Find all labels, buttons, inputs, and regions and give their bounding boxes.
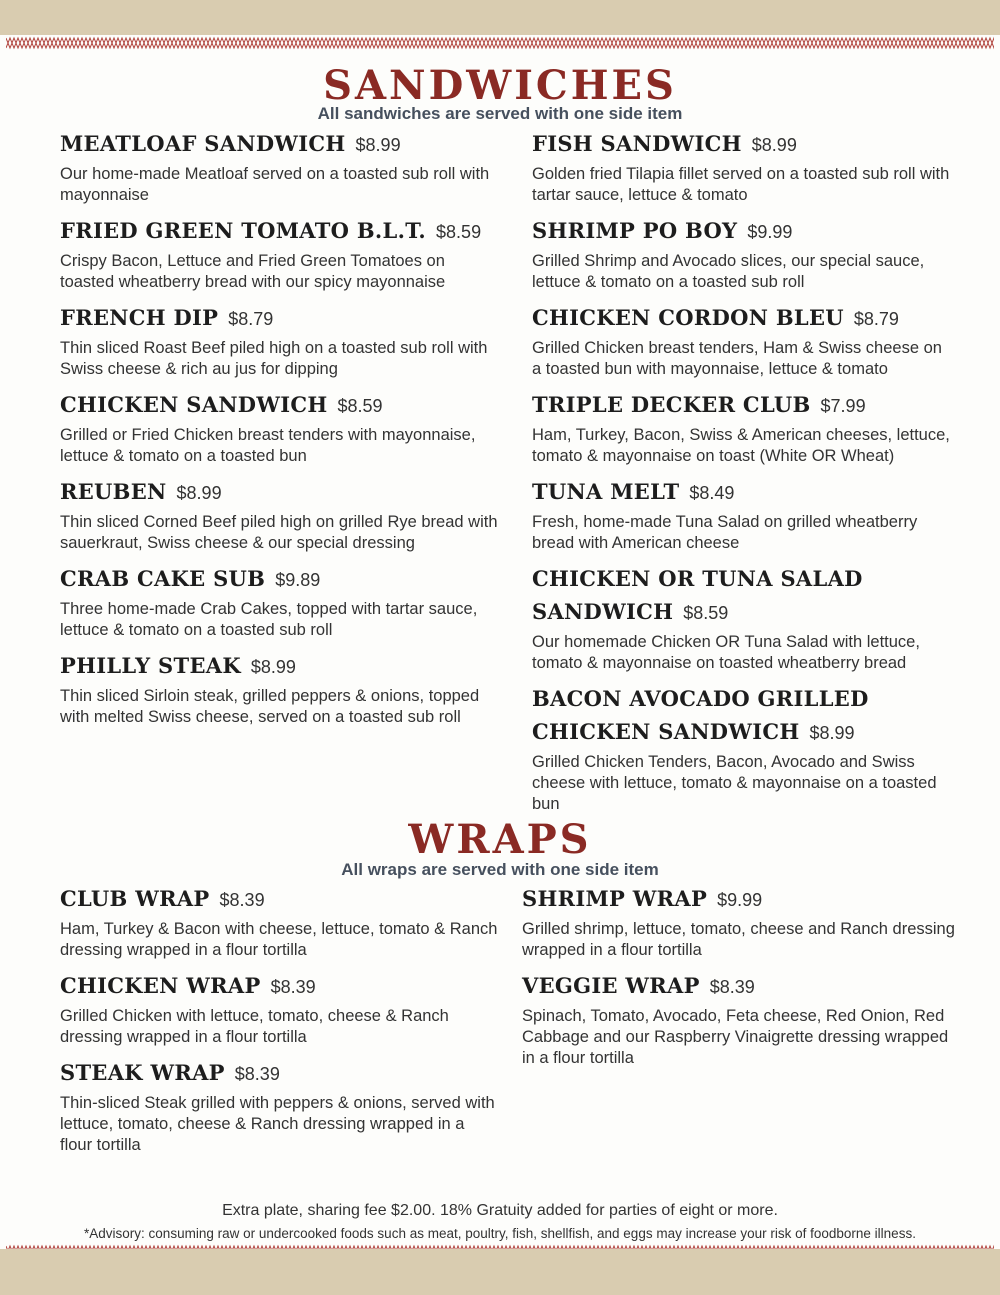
item-price: $8.59	[337, 396, 383, 416]
item-description: Grilled Chicken Tenders, Bacon, Avocado and Swiss cheese with lettuce, tomato & mayonnaise on a toasted bun	[532, 753, 937, 813]
item-name: REUBEN	[60, 479, 167, 504]
menu-item-shrimp-wrap	[522, 886, 962, 961]
item-name: CHICKEN CORDON BLEU	[532, 305, 844, 330]
menu-item-fish-sandwich	[532, 131, 952, 206]
footer-fees-note: Extra plate, sharing fee $2.00. 18% Gratuity added for parties of eight or more.	[222, 1202, 778, 1219]
menu-item-tuna-melt	[532, 479, 952, 554]
item-description: Grilled Chicken with lettuce, tomato, cheese & Ranch dressing wrapped in a flour tortilla	[60, 1007, 449, 1046]
item-description: Fresh, home-made Tuna Salad on grilled wheatberry bread with American cheese	[532, 513, 918, 552]
top-zigzag-border	[6, 36, 994, 50]
menu-item-crab-cake-sub	[60, 566, 500, 641]
item-price: $8.99	[250, 657, 296, 677]
item-description: Grilled or Fried Chicken breast tenders with mayonnaise, lettuce & tomato on a toasted bun	[60, 426, 476, 465]
item-description: Thin sliced Corned Beef piled high on grilled Rye bread with sauerkraut, Swiss cheese & our special dressing	[60, 513, 498, 552]
item-description: Grilled Shrimp and Avocado slices, our special sauce, lettuce & tomato on a toasted sub roll	[532, 252, 925, 291]
item-description: Thin sliced Sirloin steak, grilled peppers & onions, topped with melted Swiss cheese, served on a toasted sub roll	[60, 687, 480, 726]
item-price: $8.99	[751, 135, 797, 155]
item-name: FRIED GREEN TOMATO B.L.T.	[60, 218, 427, 243]
item-name: STEAK WRAP	[60, 1060, 225, 1085]
menu-item-chicken-sandwich	[60, 392, 500, 467]
item-price: $8.49	[689, 483, 735, 503]
bottom-border-band	[0, 1249, 1000, 1295]
menu-item-fried-green-tomato-blt	[60, 218, 500, 293]
item-description: Three home-made Crab Cakes, topped with tartar sauce, lettuce & tomato on a toasted sub roll	[60, 600, 478, 639]
menu-item-club-wrap	[60, 886, 500, 961]
item-price: $9.99	[747, 222, 793, 242]
menu-item-bacon-avocado-grilled-chicken-sandwich	[532, 686, 952, 815]
sandwiches-right-column	[532, 131, 952, 827]
item-name: PHILLY STEAK	[60, 653, 241, 678]
item-name: CHICKEN WRAP	[60, 973, 261, 998]
item-description: Thin-sliced Steak grilled with peppers & onions, served with lettuce, tomato, cheese & Ranch dressing wrapped in a flour tortilla	[60, 1094, 495, 1154]
item-description: Our home-made Meatloaf served on a toasted sub roll with mayonnaise	[60, 165, 490, 204]
item-name: VEGGIE WRAP	[522, 973, 700, 998]
menu-item-shrimp-po-boy	[532, 218, 952, 293]
wraps-title: WRAPS	[408, 816, 592, 863]
menu-item-reuben	[60, 479, 500, 554]
sandwiches-title: SANDWICHES	[323, 62, 677, 109]
sandwiches-subtitle: All sandwiches are served with one side item	[317, 104, 683, 123]
menu-item-meatloaf-sandwich	[60, 131, 500, 206]
item-name: MEATLOAF SANDWICH	[60, 131, 346, 156]
wraps-right-column	[522, 886, 962, 1081]
item-description: Crispy Bacon, Lettuce and Fried Green Tomatoes on toasted wheatberry bread with our spicy mayonnaise	[60, 252, 446, 291]
menu-item-chicken-cordon-bleu	[532, 305, 952, 380]
item-name: CLUB WRAP	[60, 886, 210, 911]
menu-item-french-dip	[60, 305, 500, 380]
item-price: $8.39	[234, 1064, 280, 1084]
menu-item-philly-steak	[60, 653, 500, 728]
item-name: CRAB CAKE SUB	[60, 566, 266, 591]
item-price: $8.39	[270, 977, 316, 997]
item-name: SHRIMP WRAP	[522, 886, 708, 911]
item-price: $9.89	[275, 570, 321, 590]
item-price: $8.59	[683, 603, 729, 623]
item-price: $9.99	[717, 890, 763, 910]
item-name: SHRIMP PO BOY	[532, 218, 738, 243]
item-name: BACON AVOCADO GRILLED CHICKEN SANDWICH	[532, 686, 869, 744]
item-price: $8.39	[709, 977, 755, 997]
footer-advisory-note: *Advisory: consuming raw or undercooked foods such as meat, poultry, fish, shellfish, and eggs may increase your risk of foodborne illness.	[84, 1226, 916, 1241]
item-name: CHICKEN OR TUNA SALAD SANDWICH	[532, 566, 863, 624]
item-price: $8.79	[228, 309, 274, 329]
menu-item-chicken-or-tuna-salad-sandwich	[532, 566, 952, 674]
item-name: FRENCH DIP	[60, 305, 219, 330]
item-description: Ham, Turkey, Bacon, Swiss & American cheeses, lettuce, tomato & mayonnaise on toast (White OR Wheat)	[532, 426, 950, 465]
item-name: TRIPLE DECKER CLUB	[532, 392, 811, 417]
item-price: $8.59	[436, 222, 482, 242]
item-description: Ham, Turkey & Bacon with cheese, lettuce, tomato & Ranch dressing wrapped in a flour tortilla	[60, 920, 498, 959]
item-name: FISH SANDWICH	[532, 131, 742, 156]
item-price: $8.99	[176, 483, 222, 503]
menu-item-triple-decker-club	[532, 392, 952, 467]
item-description: Grilled Chicken breast tenders, Ham & Swiss cheese on a toasted bun with mayonnaise, lettuce & tomato	[532, 339, 942, 378]
item-description: Thin sliced Roast Beef piled high on a toasted sub roll with Swiss cheese & rich au jus for dipping	[60, 339, 488, 378]
menu-item-veggie-wrap	[522, 973, 962, 1069]
item-name: CHICKEN SANDWICH	[60, 392, 328, 417]
item-description: Golden fried Tilapia fillet served on a toasted sub roll with tartar sauce, lettuce & tomato	[532, 165, 950, 204]
wraps-subtitle: All wraps are served with one side item	[341, 860, 659, 879]
sandwiches-left-column	[60, 131, 500, 740]
item-price: $8.79	[853, 309, 899, 329]
item-price: $7.99	[820, 396, 866, 416]
item-price: $8.99	[355, 135, 401, 155]
menu-item-chicken-wrap	[60, 973, 500, 1048]
item-price: $8.99	[809, 723, 855, 743]
menu-item-steak-wrap	[60, 1060, 500, 1156]
item-name: TUNA MELT	[532, 479, 680, 504]
item-price: $8.39	[219, 890, 265, 910]
item-description: Grilled shrimp, lettuce, tomato, cheese and Ranch dressing wrapped in a flour tortilla	[522, 920, 955, 959]
item-description: Our homemade Chicken OR Tuna Salad with lettuce, tomato & mayonnaise on toasted wheatberry bread	[532, 633, 920, 672]
item-description: Spinach, Tomato, Avocado, Feta cheese, Red Onion, Red Cabbage and our Raspberry Vinaigrette dressing wrapped in a flour tortilla	[522, 1007, 949, 1067]
wraps-left-column	[60, 886, 500, 1168]
top-border-band	[0, 0, 1000, 35]
